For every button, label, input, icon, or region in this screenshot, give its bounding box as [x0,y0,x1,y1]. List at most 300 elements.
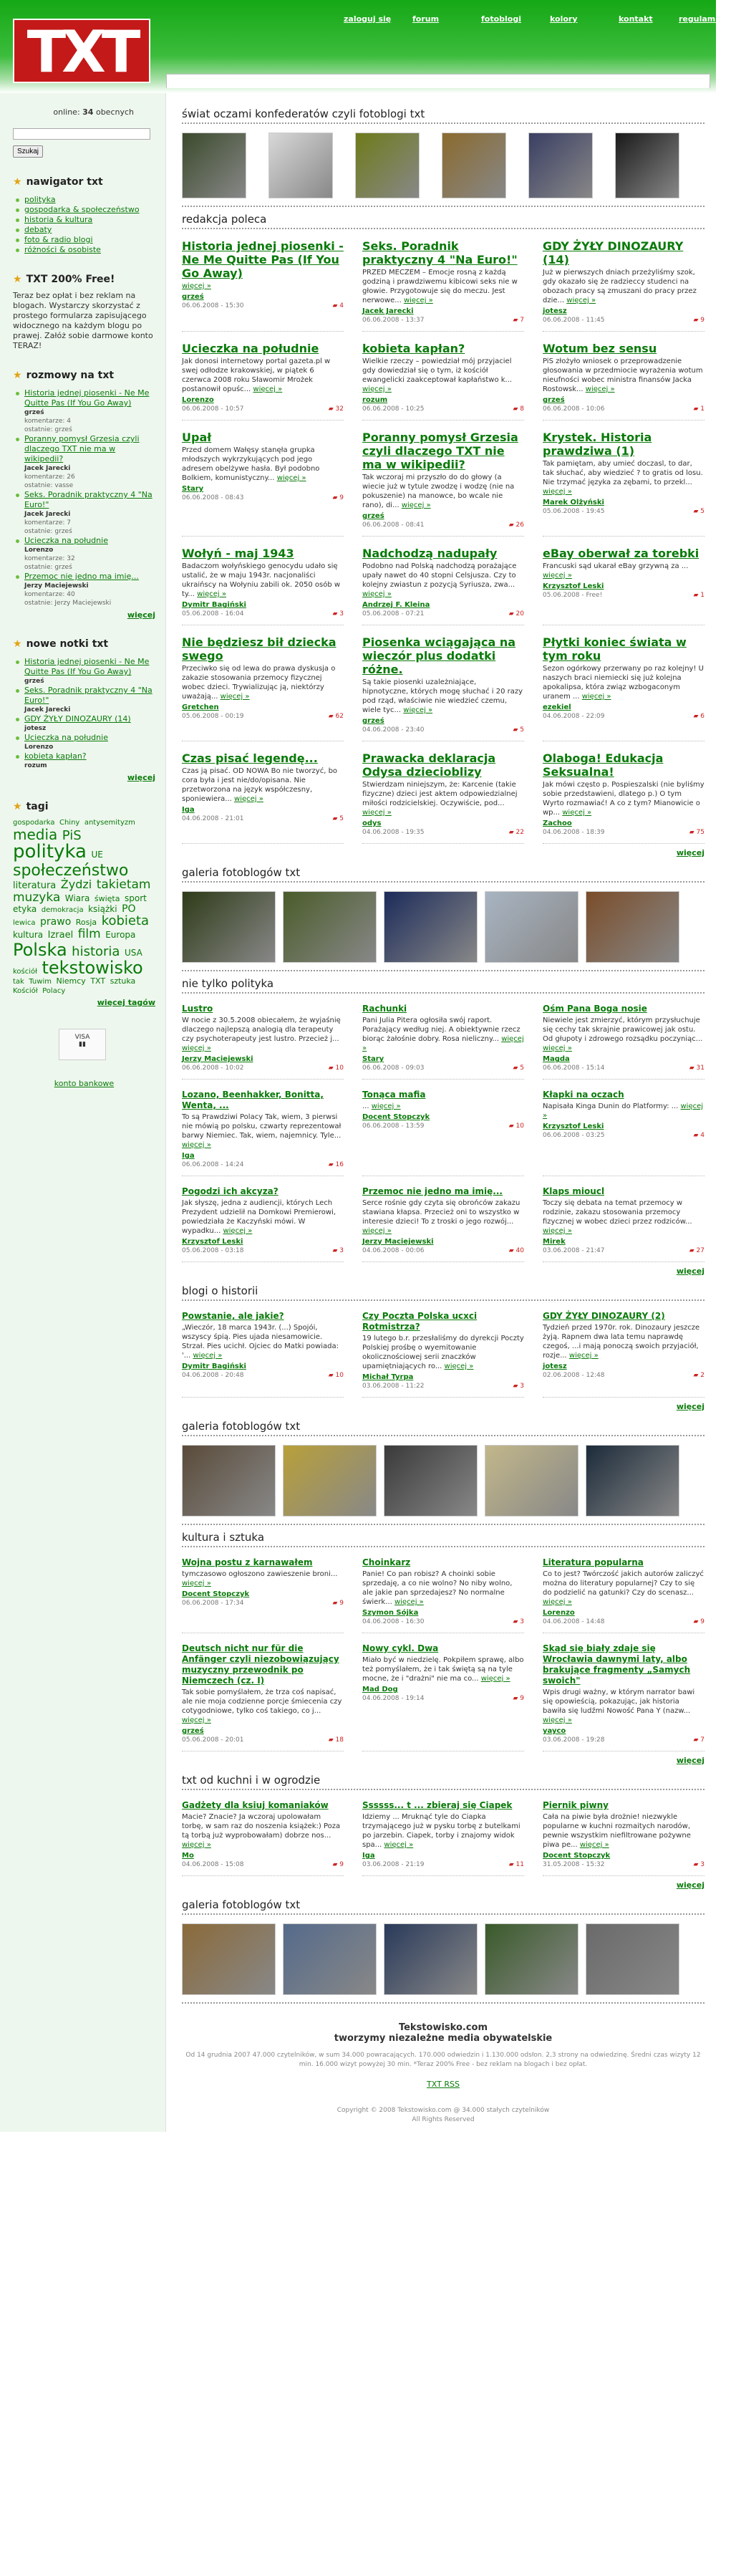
article-author[interactable]: yayco [543,1727,566,1735]
comment-count[interactable]: ▰ 6 [693,713,704,720]
nav-item-link[interactable]: gospodarka & społeczeństwo [24,205,140,214]
gallery-photo[interactable] [355,133,420,198]
article-author[interactable]: ezekiel [543,703,571,711]
article-title[interactable]: Rachunki [362,1004,407,1014]
article-title[interactable]: GDY ŻYŁY DINOZAURY (2) [543,1311,665,1321]
comment-count[interactable]: ▰ 9 [693,317,704,324]
article-date: 04.06.2008 - 21:01 [182,815,244,822]
comment-count[interactable]: ▰ 16 [329,1161,344,1168]
article-author[interactable]: Michał Tyrpa [362,1373,414,1381]
article-excerpt-text: Jak donosi internetowy portal gazeta.pl w swej odłodze krakowskiej, w piątek 6 czerwca 2008 roku Sławomir Mrożek postanowił opuśc... [182,357,331,393]
article-title[interactable]: kobieta kapłan? [362,342,465,355]
tag-link[interactable]: UE [91,850,103,860]
article-grid [182,1790,704,1876]
article-title[interactable]: Nie będziesz bił dziecka swego [182,635,336,663]
rss-link[interactable]: TXT RSS [427,2080,460,2089]
payment-card-logo: VISA ▮▮ [59,1029,106,1060]
article-author[interactable]: grześ [543,396,565,404]
read-more-link[interactable]: więcej » [543,572,572,580]
comment-count[interactable]: ▰ 31 [689,1064,704,1072]
article-excerpt-text: Panie! Co pan robisz? A choinki sobie sprzedaję, a co nie wolno? No niby wolno, ale jakie pan sprzedajesz? No normalne świerk... [362,1570,513,1606]
article-author[interactable]: Lorenzo [543,1609,575,1617]
article-author[interactable]: Krzysztof Leski [543,1123,604,1130]
article-meta [543,829,704,836]
article [182,1790,344,1876]
search-input[interactable] [13,128,150,140]
article-excerpt-text: To są Prawdziwi Polacy Tak, wiem, 3 pierwsi nie mówią po polsku, czwarty reprezentował barwy Niemiec. Tak, wiem, najemnicy. Tyle... [182,1113,342,1140]
comment-count[interactable]: ▰ 27 [689,1247,704,1254]
tag-link[interactable]: książki [88,904,117,915]
search-button[interactable]: Szukaj [13,145,43,158]
comment-count[interactable]: ▰ 20 [509,610,524,617]
read-more-link[interactable]: więcej » [543,1102,704,1120]
read-more-link[interactable]: więcej » [371,1102,401,1110]
tag-link[interactable]: muzyka [13,890,61,905]
tag-link[interactable]: sztuka [110,976,136,986]
comment-count[interactable]: ▰ 4 [332,302,344,309]
topnav-link[interactable]: forum [412,14,440,24]
article-author[interactable]: Mad Dog [362,1686,398,1693]
note-author-name: rozum [24,762,47,769]
article-date: 03.06.2008 - 21:47 [543,1247,605,1254]
gallery-photo[interactable] [615,133,679,198]
article-meta [362,317,524,324]
tag-link[interactable]: media [13,825,58,843]
article-author[interactable]: Lorenzo [182,396,214,404]
bank-account-link[interactable]: konto bankowe [54,1079,115,1089]
article-title[interactable]: Prawacka deklaracja Odysa dziecioblizy [362,751,496,779]
note-author [16,761,155,770]
gallery-photo[interactable] [182,891,276,963]
nav-item-link[interactable]: foto & radio blogi [24,235,93,244]
article-title[interactable]: Nadchodzą nadupały [362,547,498,560]
article-excerpt [182,1112,344,1150]
article-author[interactable]: Iga [182,1152,195,1160]
gallery-photo[interactable] [586,1445,679,1517]
article [543,625,704,741]
article-title[interactable]: Ucieczka na południe [182,342,319,355]
article [182,1301,344,1398]
tag-link[interactable]: sport [124,893,147,903]
tag-link[interactable]: kobieta [101,913,150,929]
comment-count[interactable]: ▰ 62 [329,713,344,720]
comment-count[interactable]: ▰ 40 [509,1247,524,1254]
read-more-link[interactable]: więcej » [362,590,392,598]
note-link[interactable]: GDY ŻYŁY DINOZAURY (14) [24,714,131,724]
article-author[interactable]: Jacek Jarecki [362,307,414,315]
article-grid [182,229,704,844]
tags-more-link[interactable]: więcej tagów [97,998,155,1008]
article-author[interactable]: Dymitr Bagiński [182,601,246,609]
tag-link[interactable]: Chiny [59,819,80,827]
article-excerpt-text: Czas ją pisać. OD NOWA Bo nie tworzyć, bo cora była i jest nie/do/opisana. Nie przetworzona na język współczesny, sponiewiera... [182,767,338,803]
article-author[interactable]: Stary [362,1055,384,1063]
gallery-photo[interactable] [283,1923,377,1995]
comment-count[interactable]: ▰ 7 [513,317,524,324]
read-more-link[interactable]: więcej » [362,1035,524,1052]
article-author[interactable]: Gretchen [182,703,219,711]
tag-link[interactable]: historia [72,943,120,959]
comment-count[interactable]: ▰ 1 [693,592,704,599]
tag-link[interactable]: TXT [90,976,106,986]
tag-link[interactable]: film [77,927,101,942]
tag-link[interactable]: prawo [40,916,72,928]
tag-link[interactable]: kościół [13,968,37,976]
comment-count[interactable]: ▰ 9 [332,1600,344,1607]
tag-link[interactable]: lewica [13,919,36,928]
article-author[interactable]: odys [362,820,382,827]
comment-count[interactable]: ▰ 22 [509,829,524,836]
read-more-link[interactable]: więcej » [543,1044,572,1052]
read-more-link[interactable]: więcej » [480,1675,510,1683]
read-more-link[interactable]: więcej » [543,1716,572,1724]
article-meta [543,713,704,720]
gallery-photo[interactable] [384,891,478,963]
article-meta [543,1618,704,1625]
tag-link[interactable]: Polacy [42,986,66,995]
tag-link[interactable]: Niemcy [56,976,86,986]
read-more-link[interactable]: więcej » [579,1841,609,1849]
topnav-link[interactable]: zaloguj się [344,14,392,24]
article-date: 04.06.2008 - 20:48 [182,1372,244,1379]
nav-item-link[interactable]: polityka [24,195,56,204]
article-title[interactable]: Historia jednej piosenki - Ne Me Quitte Pas (If You Go Away) [182,239,344,280]
article-author[interactable]: Docent Stopczyk [362,1113,430,1121]
comment-count[interactable]: ▰ 11 [509,1861,524,1868]
article-title[interactable]: Wojna postu z karnawałem [182,1557,313,1567]
read-more-link[interactable]: więcej » [234,795,263,803]
article-author[interactable]: jotesz [543,307,567,315]
article-author[interactable]: Krzysztof Leski [182,1238,243,1246]
tag-link[interactable]: polityka [13,841,87,863]
gallery-photo[interactable] [485,1445,578,1517]
article-meta [182,1600,344,1607]
article-excerpt [362,1812,524,1850]
article-excerpt-text: Jak mówi często p. Pospieszalski (nie byliśmy sobie przedstawieni, dlatego p.) O tym Wyrto rozmawiać! A co z tym? Mianowicie o wp... [543,781,704,817]
article-author[interactable]: rozum [362,396,388,404]
tag-link[interactable]: PiS [62,827,82,843]
article-title[interactable]: Powstanie, ale jakie? [182,1311,284,1321]
read-more-link[interactable]: więcej » [394,1598,424,1606]
tag-link[interactable]: święta [94,893,120,903]
topnav-link[interactable]: regulamin [679,14,724,24]
comment-count[interactable]: ▰ 10 [509,1123,524,1130]
comment-count[interactable]: ▰ 3 [693,1861,704,1868]
article-author[interactable]: Jerzy Maciejewski [182,1055,253,1063]
tag-link[interactable]: tak [13,978,24,986]
comment-count[interactable]: ▰ 3 [513,1383,524,1390]
section-more-link[interactable]: więcej [676,1880,704,1890]
talk-comments: komentarze: 26 [24,474,75,481]
section-more-link[interactable]: więcej [676,1402,704,1411]
logo[interactable]: TXT [13,19,150,83]
read-more-link[interactable]: więcej » [182,1044,211,1052]
read-more-link[interactable]: więcej » [543,1227,572,1235]
article-excerpt [362,1198,524,1236]
read-more-link[interactable]: więcej » [220,693,250,701]
read-more-link[interactable]: więcej » [543,1598,572,1606]
article-author[interactable]: Iga [362,1852,375,1860]
read-more-link[interactable]: więcej » [182,1580,211,1587]
talk-link[interactable]: Poranny pomysł Grzesia czyli dlaczego TXT nie ma w wikipedii? [24,434,140,463]
topnav-link[interactable]: kontakt [619,14,653,24]
tag-link[interactable]: tekstowisko [42,958,143,979]
topnav-link[interactable]: kolory [550,14,578,24]
note-link[interactable]: Seks. Poradnik praktyczny 4 "Na Euro!" [24,686,152,705]
nav-item-link[interactable]: różności & osobiste [24,245,101,254]
article-author[interactable]: grześ [362,717,384,725]
gallery-photo[interactable] [182,1923,276,1995]
note-author-name: Jacek Jarecki [24,706,71,713]
tag-link[interactable]: Wiara [64,893,90,903]
comment-count[interactable]: ▰ 26 [509,522,524,529]
article-title[interactable]: Klaps mioucl [543,1186,605,1196]
article-title[interactable]: GDY ŻYŁY DINOZAURY (14) [543,239,684,266]
gallery-photo[interactable] [182,133,246,198]
article-title[interactable]: Kłapki na oczach [543,1090,624,1100]
article-title[interactable]: Upał [182,431,212,444]
gallery-photo[interactable] [283,891,377,963]
article-author[interactable]: Mo [182,1852,194,1860]
comment-count[interactable]: ▰ 9 [332,494,344,501]
article-title[interactable]: Lustro [182,1004,213,1014]
comment-count[interactable]: ▰ 9 [693,1618,704,1625]
article [362,625,524,741]
read-more-link[interactable]: więcej » [585,385,615,393]
article-title[interactable]: Czy Poczta Polska ucxci Rotmistrza? [362,1311,478,1332]
read-more-link[interactable]: więcej » [223,1227,253,1235]
read-more-link[interactable]: więcej » [562,809,592,817]
article-title[interactable]: Choinkarz [362,1557,411,1567]
tag-link[interactable]: Izrael [47,930,74,941]
tag-link[interactable]: kultura [13,930,44,941]
article-author[interactable]: Docent Stopczyk [182,1590,250,1598]
section-more-link[interactable]: więcej [676,1756,704,1765]
article-title[interactable]: Literatura popularna [543,1557,644,1567]
section-title: świat oczami konfederatów czyli fotoblogi txt [182,107,704,124]
tag-link[interactable]: Europa [105,930,136,941]
article-title[interactable]: Krystek. Historia prawdziwa (1) [543,431,652,458]
read-more-link[interactable]: więcej » [197,590,226,598]
tag-link[interactable]: Kościół [13,986,38,995]
article-title[interactable]: Nowy cykl. Dwa [362,1643,439,1653]
article-title[interactable]: Poranny pomysł Grzesia czyli dlaczego TXT nie ma w wikipedii? [362,431,518,471]
gallery-photo[interactable] [442,133,506,198]
comment-count[interactable]: ▰ 5 [513,726,524,734]
article-author[interactable]: Iga [182,806,195,814]
read-more-link[interactable]: więcej » [362,1227,392,1235]
article [362,420,524,537]
article-excerpt-text: 19 lutego b.r. przesłaliśmy do dyrekcji Poczty Polskiej prośbę o wyemitowanie okolicznościowej serii znaczków upamiętniających ro... [362,1335,524,1370]
talk-link[interactable]: Ucieczka na południe [24,536,108,545]
gallery-photo[interactable] [384,1445,478,1517]
gallery-photo[interactable] [182,1445,276,1517]
notes-more-link[interactable]: więcej [127,773,155,782]
talk-author [16,464,155,473]
comment-count[interactable]: ▰ 8 [513,405,524,413]
article-author[interactable]: Andrzej F. Kleina [362,601,430,609]
article-title[interactable]: Pogodzi ich akcyza? [182,1186,279,1196]
tag-link[interactable]: Polska [13,939,67,960]
comment-count[interactable]: ▰ 5 [693,508,704,515]
article-title[interactable]: Ssssss... t ... zbieraj się Ciapek [362,1800,513,1810]
article-title[interactable]: Wotum bez sensu [543,342,657,355]
read-more-link[interactable]: więcej » [182,1716,211,1724]
talk-comments: komentarze: 40 [24,591,75,598]
tag-link[interactable]: PO [122,903,136,915]
comment-count[interactable]: ▰ 18 [329,1736,344,1744]
article-author[interactable]: Stary [182,485,204,493]
comment-count[interactable]: ▰ 10 [329,1372,344,1379]
article-date: 06.06.2008 - 15:14 [543,1064,605,1072]
read-more-link[interactable]: więcej » [253,385,283,393]
article-author[interactable]: Zachoo [543,820,572,827]
talk-link[interactable]: Seks. Poradnik praktyczny 4 "Na Euro!" [24,490,152,509]
article-author[interactable]: Mirek [543,1238,566,1246]
gallery-photo[interactable] [485,1923,578,1995]
read-more-link[interactable]: więcej » [401,501,431,509]
article-author[interactable]: Dymitr Bagiński [182,1363,246,1370]
comment-count[interactable]: ▰ 5 [513,1064,524,1072]
read-more-link[interactable]: więcej » [362,809,392,817]
comment-count[interactable]: ▰ 2 [693,1372,704,1379]
article-author[interactable]: jotesz [543,1363,567,1370]
read-more-link[interactable]: więcej » [193,1352,223,1360]
comment-count[interactable]: ▰ 3 [513,1618,524,1625]
tag-link[interactable]: Żydzi [60,877,92,891]
article-author[interactable]: grześ [182,1727,204,1735]
photo-gallery [182,891,704,971]
read-more-link[interactable]: więcej » [403,706,433,714]
read-more-link[interactable]: więcej » [444,1363,474,1370]
tag-link[interactable]: antysemityzm [84,819,135,827]
sidebar [0,93,166,2132]
article-meta [362,726,524,734]
article-title[interactable]: Lozano, Beenhakker, Bonitta, Wenta, ... [182,1090,324,1110]
read-more-link[interactable]: więcej » [182,282,211,290]
article-author[interactable]: Docent Stopczyk [543,1852,611,1860]
article-author[interactable]: Szymon Sójka [362,1609,419,1617]
article [362,994,524,1080]
comment-count[interactable]: ▰ 3 [332,610,344,617]
tag-link[interactable]: literatura [13,880,57,891]
tag-link[interactable]: Tuwim [29,978,52,986]
read-more-link[interactable]: więcej » [362,385,392,393]
talk-link[interactable]: Historia jednej piosenki - Ne Me Quitte Pas (If You Go Away) [24,388,150,408]
comment-count[interactable]: ▰ 5 [332,815,344,822]
comment-count[interactable]: ▰ 1 [693,405,704,413]
read-more-link[interactable]: więcej » [543,488,572,496]
topnav-link[interactable]: fotoblogi [481,14,522,24]
nav-item-link[interactable]: historia & kultura [24,215,93,224]
note-link[interactable]: Ucieczka na południe [24,733,108,742]
tag-link[interactable]: etyka [13,904,37,915]
article-title[interactable]: Przemoc nie jedno ma imię... [362,1186,503,1196]
article-excerpt [182,357,344,394]
article-title[interactable]: Ośm Pana Boga nosie [543,1004,647,1014]
article-meta [543,1064,704,1072]
star-icon: ★ [13,801,22,812]
tag-link[interactable]: społeczeństwo [13,861,129,880]
read-more-link[interactable]: więcej » [403,297,433,304]
tag-link[interactable]: USA [124,947,142,958]
article-title[interactable]: Gadżety dla ksiuj komaniaków [182,1800,329,1810]
article-title[interactable]: Seks. Poradnik praktyczny 4 "Na Euro!" [362,239,518,266]
article-excerpt [543,1198,704,1236]
article-author[interactable]: grześ [182,293,204,301]
comment-count[interactable]: ▰ 9 [513,1695,524,1702]
comment-count[interactable]: ▰ 4 [693,1132,704,1139]
read-more-link[interactable]: więcej » [566,297,596,304]
read-more-link[interactable]: więcej » [384,1841,414,1849]
read-more-link[interactable]: więcej » [182,1141,211,1149]
talk-author-name: Lorenzo [24,547,54,554]
article-excerpt [362,1570,524,1607]
gallery-photo[interactable] [485,891,578,963]
read-more-link[interactable]: więcej » [276,474,306,482]
section-more-link[interactable]: więcej [676,1267,704,1276]
article-excerpt-text: Badaczom wołyńskiego genocydu udało się ustalić, że w maju 1943r. nacjonaliści ukraińscy na Wołyniu zabili ok. 2050 osób w ty... [182,562,341,598]
article-author[interactable]: Krzysztof Leski [543,582,604,590]
gallery-photo[interactable] [586,1923,679,1995]
article-author[interactable]: Magda [543,1055,570,1063]
comment-count[interactable]: ▰ 9 [332,1861,344,1868]
article-excerpt [362,1655,524,1683]
comment-count[interactable]: ▰ 3 [332,1247,344,1254]
tags-box-title: ★ tagi [13,801,49,812]
article-excerpt [362,780,524,817]
article-title[interactable]: Piernik piwny [543,1800,609,1810]
article-title[interactable]: Płytki koniec świata w tym roku [543,635,687,663]
comment-count[interactable]: ▰ 32 [329,405,344,413]
comment-count[interactable]: ▰ 10 [329,1064,344,1072]
comment-count[interactable]: ▰ 7 [693,1736,704,1744]
talk-last: ostatnie: grześ [24,528,72,535]
comment-count[interactable]: ▰ 75 [689,829,704,836]
article-title[interactable]: eBay oberwał za torebki [543,547,699,560]
article-author[interactable]: grześ [362,512,384,520]
talk-link[interactable]: Przemoc nie jedno ma imię... [24,572,139,581]
tag-link[interactable]: demokracja [41,906,84,915]
tag-link[interactable]: Rosja [75,918,97,928]
gallery-photo[interactable] [384,1923,478,1995]
gallery-photo[interactable] [586,891,679,963]
article-title[interactable]: Tonąca mafia [362,1090,426,1100]
article-title[interactable]: Wołyń - maj 1943 [182,547,294,560]
read-more-link[interactable]: więcej » [568,1352,599,1360]
read-more-link[interactable]: więcej » [581,693,611,701]
tag-link[interactable]: takietam [96,877,151,892]
read-more-link[interactable]: więcej » [182,1841,211,1849]
gallery-photo[interactable] [268,133,333,198]
talks-more-link[interactable]: więcej [127,610,155,620]
article-title[interactable]: Skąd się biały zdaje się Wrocławia dawnymi laty, albo brakujące fragmenty „Samych swoich" [543,1643,691,1686]
article-title[interactable]: Piosenka wciągająca na wieczór plus dodatki różne. [362,635,516,676]
nav-item-link[interactable]: debaty [24,225,52,234]
article-author[interactable]: Jerzy Maciejewski [362,1238,434,1246]
article-author[interactable]: Marek Olżyński [543,499,604,506]
gallery-photo[interactable] [283,1445,377,1517]
note-link[interactable]: Historia jednej piosenki - Ne Me Quitte Pas (If You Go Away) [24,657,150,676]
gallery-photo[interactable] [528,133,593,198]
article-title[interactable]: Deutsch nicht nur für die Anfänger czyli niezobowiązujący muzyczny przewodnik po Niemczech (cz. I) [182,1643,339,1686]
tag-link[interactable]: gospodarka [13,819,55,827]
article-date: 06.06.2008 - 15:30 [182,302,244,309]
section-more-link[interactable]: więcej [676,848,704,857]
note-link[interactable]: kobieta kapłan? [24,751,87,761]
article-title[interactable]: Czas pisać legendę... [182,751,318,765]
article-title[interactable]: Olaboga! Edukacja Seksualna! [543,751,664,779]
